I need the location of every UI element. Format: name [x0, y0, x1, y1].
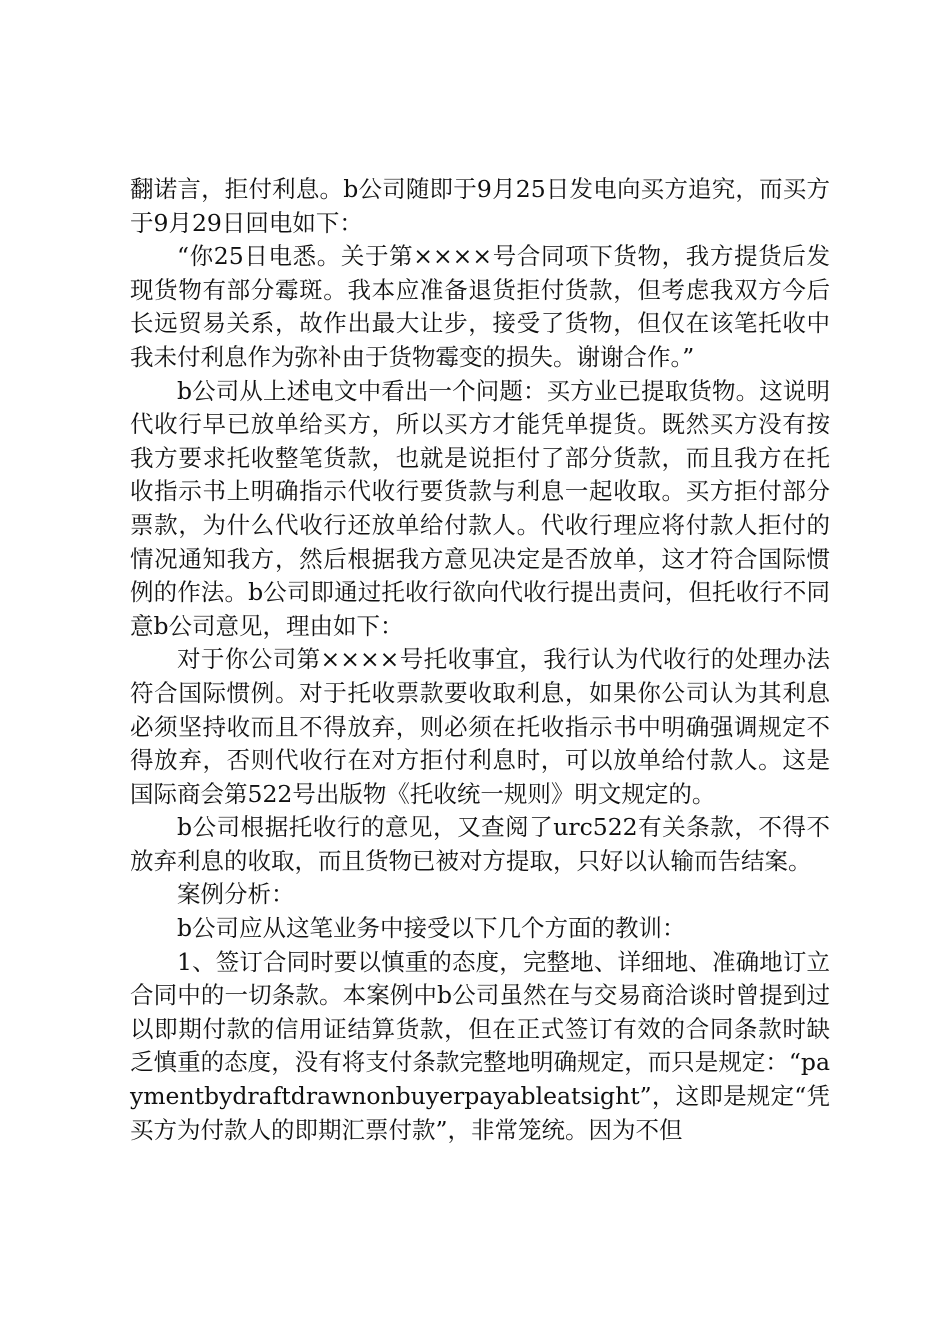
document-body — [130, 173, 830, 1147]
paragraph-buyer-telegram: “你25日电悉。关于第××××号合同项下货物，我方提货后发现货物有部分霉斑。我本应准备退货拒付货款，但考虑我双方今后长远贸易关系，故作出最大让步，接受了货物，但仅在该笔托收中我未付利息作为弥补由于货物霉变的损失。谢谢合作。” — [130, 242, 830, 371]
paragraph-bank-reply: 对于你公司第××××号托收事宜，我行认为代收行的处理办法符合国际惯例。对于托收票款要收取利息，如果你公司认为其利息必须坚持收而且不得放弃，则必须在托收指示书中明确强调规定不得放弃，否则代收行在对方拒付利息时，可以放单给付款人。这是国际商会第522号出版物《托收统一规则》明文规定的。 — [130, 645, 830, 808]
paragraph-lesson-1: 1、签订合同时要以慎重的态度，完整地、详细地、准确地订立合同中的一切条款。本案例中b公司虽然在与交易商洽谈时曾提到过以即期付款的信用证结算货款，但在正式签订有效的合同条款时缺乏慎重的态度，没有将支付条款完整地明确规定，而只是规定：“paymentbydraftdrawnonbuyerpayableatsight”，这即是规定“凭买方为付款人的即期汇票付款”，非常笼统。因为不但 — [130, 947, 830, 1144]
paragraph-lessons-intro: b公司应从这笔业务中接受以下几个方面的教训： — [177, 914, 686, 943]
paragraph-outcome: b公司根据托收行的意见，又查阅了urc522有关条款，不得不放弃利息的收取，而且货物已被对方提取，只好以认输而告结案。 — [130, 813, 830, 875]
paragraph-company-analysis: b公司从上述电文中看出一个问题：买方业已提取货物。这说明代收行早已放单给买方，所以买方才能凭单提货。既然买方没有按我方要求托收整笔货款，也就是说拒付了部分货款，而且我方在托收指示书上明确指示代收行要货款与利息一起收取。买方拒付部分票款，为什么代收行还放单给付款人。代收行理应将付款人拒付的情况通知我方，然后根据我方意见决定是否放单，这才符合国际惯例的作法。b公司即通过托收行欲向代收行提出责问，但托收行不同意b公司意见，理由如下： — [130, 376, 830, 640]
paragraph-continuation: 翻诺言，拒付利息。b公司随即于9月25日发电向买方追究，而买方于9月29日回电如下： — [130, 175, 830, 237]
section-heading-case-analysis: 案例分析： — [177, 880, 295, 909]
